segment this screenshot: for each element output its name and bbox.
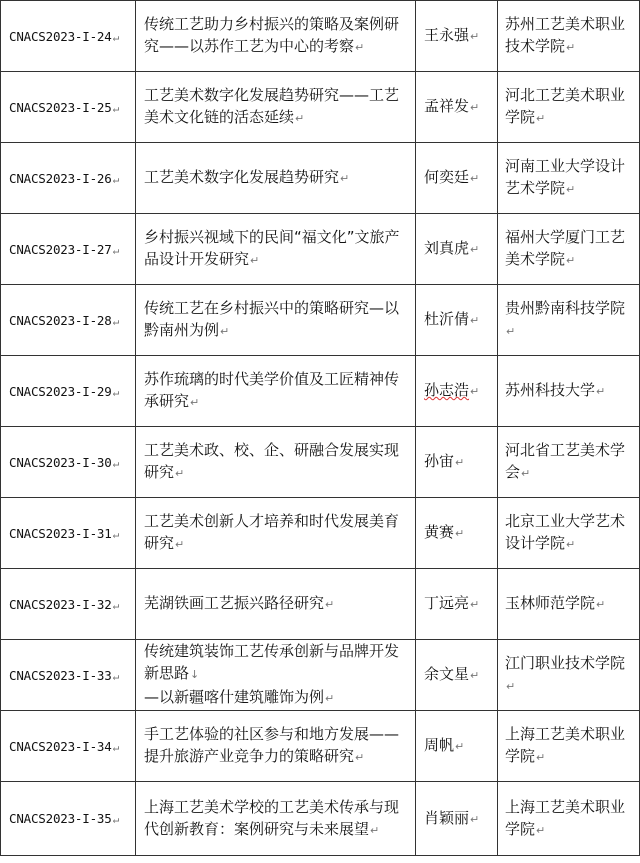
project-code: CNACS2023-I-28↵ (1, 285, 136, 356)
project-author: 余文星↵ (416, 640, 498, 711)
project-institution: 北京工业大学艺术设计学院↵ (498, 498, 640, 569)
table-row (1, 498, 640, 569)
project-institution: 苏州科技大学↵ (498, 356, 640, 427)
project-institution: 河南工业大学设计艺术学院↵ (498, 143, 640, 214)
project-code: CNACS2023-I-33↵ (1, 640, 136, 711)
project-code: CNACS2023-I-24↵ (1, 1, 136, 72)
project-title: 苏作琉璃的时代美学价值及工匠精神传承研究↵ (136, 356, 416, 427)
project-institution: 福州大学厦门工艺美术学院↵ (498, 214, 640, 285)
project-title: 上海工艺美术学校的工艺美术传承与现代创新教育：案例研究与未来展望↵ (136, 782, 416, 856)
table-row (1, 285, 640, 356)
project-author: 肖颖丽↵ (416, 782, 498, 856)
project-institution: 玉林师范学院↵ (498, 569, 640, 640)
project-author: 何奕廷↵ (416, 143, 498, 214)
project-code: CNACS2023-I-30↵ (1, 427, 136, 498)
project-author: 周帆↵ (416, 711, 498, 782)
project-institution: 贵州黔南科技学院↵ (498, 285, 640, 356)
project-institution: 河北工艺美术职业学院↵ (498, 72, 640, 143)
project-author: 王永强↵ (416, 1, 498, 72)
project-institution: 江门职业技术学院↵ (498, 640, 640, 711)
table-row (1, 569, 640, 640)
project-author: 孙志浩↵ (416, 356, 498, 427)
project-title: 传统工艺在乡村振兴中的策略研究—以黔南州为例↵ (136, 285, 416, 356)
project-author: 丁远亮↵ (416, 569, 498, 640)
project-code: CNACS2023-I-25↵ (1, 72, 136, 143)
project-title: 工艺美术数字化发展趋势研究↵ (136, 143, 416, 214)
project-title: 传统工艺助力乡村振兴的策略及案例研究——以苏作工艺为中心的考察↵ (136, 1, 416, 72)
project-title: 芜湖铁画工艺振兴路径研究↵ (136, 569, 416, 640)
project-code: CNACS2023-I-34↵ (1, 711, 136, 782)
project-title: 工艺美术数字化发展趋势研究——工艺美术文化链的活态延续↵ (136, 72, 416, 143)
project-code: CNACS2023-I-27↵ (1, 214, 136, 285)
table-row (1, 711, 640, 782)
project-author: 杜沂倩↵ (416, 285, 498, 356)
project-author: 黄赛↵ (416, 498, 498, 569)
project-title: 乡村振兴视域下的民间“福文化”文旅产品设计开发研究↵ (136, 214, 416, 285)
project-code: CNACS2023-I-29↵ (1, 356, 136, 427)
project-author: 刘真虎↵ (416, 214, 498, 285)
project-title: 手工艺体验的社区参与和地方发展——提升旅游产业竞争力的策略研究↵ (136, 711, 416, 782)
table-row (1, 640, 640, 711)
project-author: 孟祥发↵ (416, 72, 498, 143)
table-row (1, 1, 640, 72)
project-title: 传统建筑装饰工艺传承创新与品牌开发新思路↓ —以新疆喀什建筑雕饰为例↵ (136, 640, 416, 711)
project-code: CNACS2023-I-32↵ (1, 569, 136, 640)
table-row (1, 427, 640, 498)
project-institution: 河北省工艺美术学会↵ (498, 427, 640, 498)
table-row (1, 356, 640, 427)
project-institution: 苏州工艺美术职业技术学院↵ (498, 1, 640, 72)
project-code: CNACS2023-I-31↵ (1, 498, 136, 569)
table-row (1, 143, 640, 214)
project-code: CNACS2023-I-35↵ (1, 782, 136, 856)
project-institution: 上海工艺美术职业学院↵ (498, 782, 640, 856)
project-author: 孙宙↵ (416, 427, 498, 498)
table-row (1, 72, 640, 143)
project-institution: 上海工艺美术职业学院↵ (498, 711, 640, 782)
project-title: 工艺美术创新人才培养和时代发展美育研究↵ (136, 498, 416, 569)
table-row (1, 782, 640, 856)
project-code: CNACS2023-I-26↵ (1, 143, 136, 214)
project-title: 工艺美术政、校、企、研融合发展实现研究↵ (136, 427, 416, 498)
table-row (1, 214, 640, 285)
project-subtitle: —以新疆喀什建筑雕饰为例 (144, 688, 325, 706)
